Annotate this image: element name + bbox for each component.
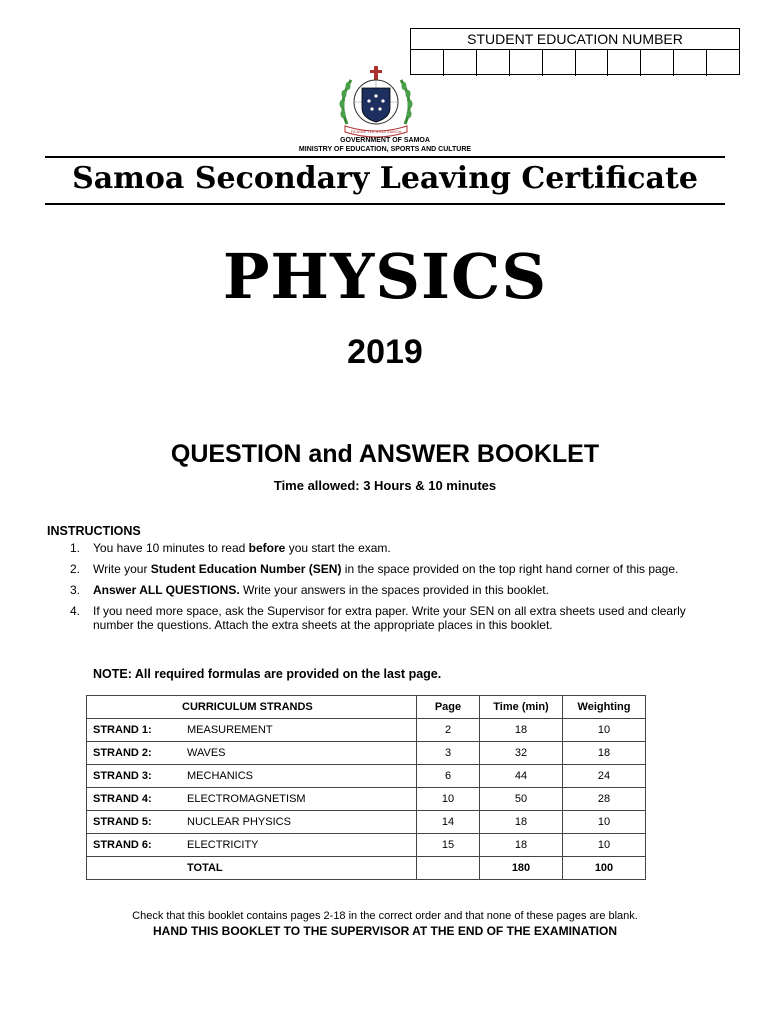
- total-time: 180: [480, 857, 563, 880]
- strand-time: 44: [480, 765, 563, 788]
- strand-label: STRAND 1:: [87, 719, 182, 742]
- instructions-list: [47, 541, 697, 639]
- strand-page: 3: [417, 742, 480, 765]
- instruction-text: Write your answers in the spaces provided in this booklet.: [239, 583, 549, 597]
- instruction-text: You have 10 minutes to read: [93, 541, 249, 555]
- table-row: [87, 765, 646, 788]
- table-header-strands: CURRICULUM STRANDS: [87, 696, 417, 719]
- strand-name: MECHANICS: [181, 765, 417, 788]
- instructions-heading: INSTRUCTIONS: [47, 524, 141, 538]
- table-row: [87, 788, 646, 811]
- exam-year: 2019: [347, 333, 423, 371]
- strand-time: 18: [480, 719, 563, 742]
- table-row: [87, 742, 646, 765]
- strand-name: ELECTRICITY: [181, 834, 417, 857]
- strand-name: MEASUREMENT: [181, 719, 417, 742]
- sen-cell[interactable]: [444, 50, 477, 76]
- page-check-note: Check that this booklet contains pages 2-18 in the correct order and that none of these pages are blank.: [132, 910, 638, 922]
- subject-title: PHYSICS: [222, 240, 548, 313]
- table-row: [87, 834, 646, 857]
- strand-weighting: 24: [563, 765, 646, 788]
- instruction-text: Student Education Number (SEN): [150, 562, 342, 576]
- crest-motto: FA'AVAE I LE ATUA SAMOA: [350, 129, 402, 134]
- strand-weighting: 10: [563, 719, 646, 742]
- strand-page: 2: [417, 719, 480, 742]
- strand-weighting: 10: [563, 834, 646, 857]
- hand-in-note: HAND THIS BOOKLET TO THE SUPERVISOR AT THE END OF THE EXAMINATION: [152, 924, 618, 938]
- sen-cell[interactable]: [477, 50, 510, 76]
- instruction-item: [47, 583, 697, 597]
- sen-cell[interactable]: [641, 50, 674, 76]
- booklet-title: QUESTION and ANSWER BOOKLET: [170, 440, 600, 468]
- instruction-text: in the space provided on the top right hand corner of this page.: [341, 562, 679, 576]
- total-weighting: 100: [563, 857, 646, 880]
- strand-page: 15: [417, 834, 480, 857]
- government-label: GOVERNMENT OF SAMOA: [340, 137, 430, 144]
- instruction-text: Write your: [93, 562, 151, 576]
- instruction-text: before: [248, 541, 286, 555]
- strand-time: 18: [480, 811, 563, 834]
- strand-time: 50: [480, 788, 563, 811]
- strand-page: 14: [417, 811, 480, 834]
- ministry-label: MINISTRY OF EDUCATION, SPORTS AND CULTURE: [298, 146, 472, 153]
- top-rule: [45, 156, 725, 158]
- total-page: [417, 857, 480, 880]
- strand-page: 10: [417, 788, 480, 811]
- instruction-number: 1.: [70, 541, 81, 555]
- strand-label: STRAND 4:: [87, 788, 182, 811]
- sen-label: STUDENT EDUCATION NUMBER: [411, 29, 739, 50]
- sen-cell[interactable]: [608, 50, 641, 76]
- time-allowed: Time allowed: 3 Hours & 10 minutes: [273, 478, 497, 493]
- sen-box: [410, 28, 740, 75]
- strand-name: ELECTROMAGNETISM: [181, 788, 417, 811]
- strand-time: 18: [480, 834, 563, 857]
- strand-time: 32: [480, 742, 563, 765]
- instruction-item: [47, 541, 697, 555]
- instruction-number: 3.: [70, 583, 81, 597]
- sen-cell[interactable]: [707, 50, 739, 76]
- strand-weighting: 10: [563, 811, 646, 834]
- samoa-crest-icon: [333, 66, 419, 138]
- formula-note: NOTE: All required formulas are provided on the last page.: [93, 667, 442, 681]
- table-header-time: Time (min): [480, 696, 563, 719]
- instruction-item: [47, 562, 697, 576]
- strand-name: WAVES: [181, 742, 417, 765]
- table-header-weighting: Weighting: [563, 696, 646, 719]
- strand-label: STRAND 3:: [87, 765, 182, 788]
- table-total-row: [87, 857, 646, 880]
- table-header-page: Page: [417, 696, 480, 719]
- strand-page: 6: [417, 765, 480, 788]
- total-label: TOTAL: [181, 857, 417, 880]
- strand-weighting: 28: [563, 788, 646, 811]
- curriculum-table: [86, 695, 646, 880]
- table-row: [87, 719, 646, 742]
- sen-cell[interactable]: [576, 50, 609, 76]
- instruction-text: you start the exam.: [285, 541, 391, 555]
- instruction-number: 4.: [70, 604, 81, 618]
- strand-weighting: 18: [563, 742, 646, 765]
- sen-cell[interactable]: [543, 50, 576, 76]
- strand-label: STRAND 6:: [87, 834, 182, 857]
- instruction-number: 2.: [70, 562, 81, 576]
- sen-cell[interactable]: [510, 50, 543, 76]
- certificate-title: Samoa Secondary Leaving Certificate: [72, 161, 698, 196]
- strand-label: STRAND 5:: [87, 811, 182, 834]
- sen-cells: [411, 50, 739, 76]
- sen-cell[interactable]: [674, 50, 707, 76]
- strand-name: NUCLEAR PHYSICS: [181, 811, 417, 834]
- instruction-text: If you need more space, ask the Supervisor for extra paper. Write your SEN on all extra sheets used and clearly number the questions. Attach the extra sheets at the appropriate places in this booklet.: [93, 604, 686, 632]
- strand-label: STRAND 2:: [87, 742, 182, 765]
- table-row: [87, 811, 646, 834]
- instruction-item: [47, 604, 697, 632]
- total-spacer: [87, 857, 182, 880]
- bottom-rule: [45, 203, 725, 205]
- instruction-text: Answer ALL QUESTIONS.: [93, 583, 240, 597]
